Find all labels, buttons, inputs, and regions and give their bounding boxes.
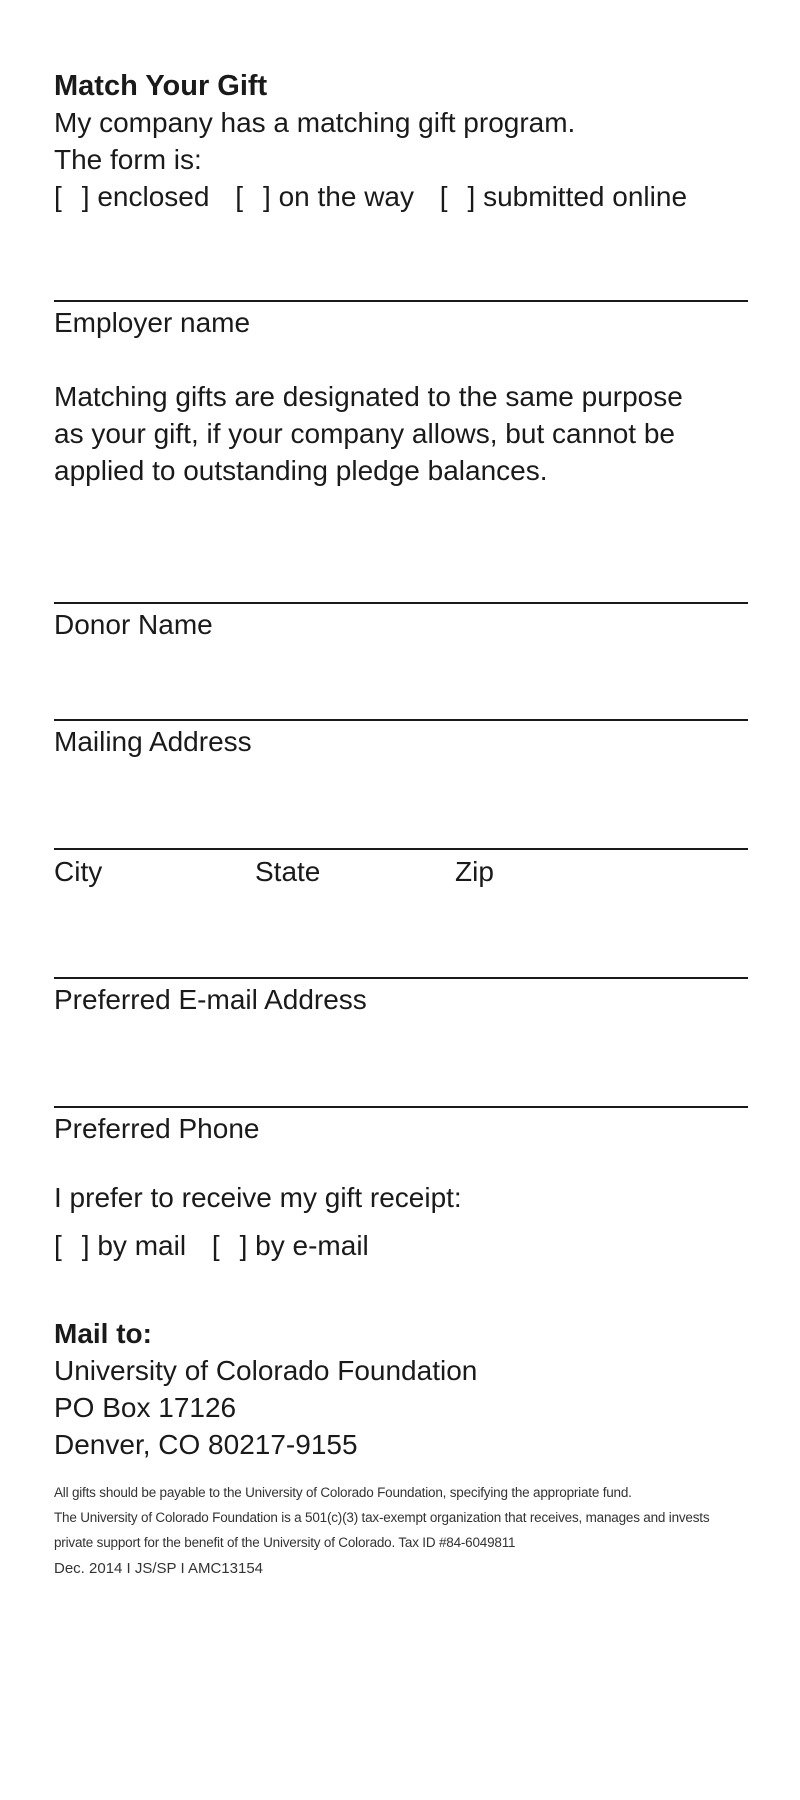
mailing-address-line[interactable] <box>54 719 748 721</box>
donor-name-label: Donor Name <box>54 609 213 640</box>
checkbox-open-bracket: [ <box>54 1230 62 1261</box>
zip-label: Zip <box>455 856 494 887</box>
form-code: Dec. 2014 I JS/SP I AMC13154 <box>54 1560 264 1577</box>
receipt-prompt: I prefer to receive my gift receipt: <box>54 1182 462 1213</box>
option-by-mail[interactable] <box>54 1227 186 1264</box>
city-label: City <box>54 856 103 887</box>
email-line[interactable] <box>54 977 748 979</box>
option-label: by mail <box>97 1230 187 1261</box>
fine-print-tax-id: private support for the benefit of the University of Colorado. Tax ID #84-6049811 <box>54 1535 516 1550</box>
fine-print-payable: All gifts should be payable to the University of Colorado Foundation, specifying the appropriate fund. <box>54 1485 632 1500</box>
note-line: Matching gifts are designated to the same purpose <box>54 381 683 412</box>
checkbox-close-bracket: ] <box>467 181 476 212</box>
city-state-zip-line[interactable] <box>54 848 748 850</box>
mail-to-po-box: PO Box 17126 <box>54 1392 237 1423</box>
phone-line[interactable] <box>54 1106 748 1108</box>
checkbox-close-bracket: ] <box>263 181 271 212</box>
option-enclosed[interactable] <box>54 178 209 215</box>
option-by-email[interactable] <box>212 1227 369 1264</box>
phone-label: Preferred Phone <box>54 1113 260 1144</box>
checkbox-close-bracket: ] <box>239 1230 248 1261</box>
checkbox-open-bracket: [ <box>235 181 243 212</box>
matching-program-statement: My company has a matching gift program. <box>54 107 576 138</box>
employer-name-label: Employer name <box>54 307 251 338</box>
mailing-address-label: Mailing Address <box>54 726 252 757</box>
note-line: applied to outstanding pledge balances. <box>54 455 548 486</box>
checkbox-open-bracket: [ <box>211 1230 220 1261</box>
option-label: on the way <box>278 181 414 212</box>
mail-to-city-line: Denver, CO 80217-9155 <box>54 1429 358 1460</box>
donor-name-line[interactable] <box>54 602 748 604</box>
form-status-prompt: The form is: <box>54 144 202 175</box>
email-label: Preferred E-mail Address <box>54 984 367 1015</box>
checkbox-open-bracket: [ <box>54 181 62 212</box>
fine-print-tax-exempt: The University of Colorado Foundation is a 501(c)(3) tax-exempt organization that receives, manages and invests <box>54 1510 710 1525</box>
mail-to-heading: Mail to: <box>54 1318 152 1349</box>
receipt-options <box>54 1227 387 1264</box>
employer-name-line[interactable] <box>54 300 748 302</box>
checkbox-open-bracket: [ <box>439 181 448 212</box>
option-label: enclosed <box>97 181 210 212</box>
reply-form <box>54 0 754 1800</box>
note-line: as your gift, if your company allows, but cannot be <box>54 418 675 449</box>
option-label: submitted online <box>483 181 688 212</box>
option-on-the-way[interactable] <box>235 178 414 215</box>
form-status-options <box>54 178 705 215</box>
checkbox-close-bracket: ] <box>81 181 90 212</box>
section-title-match-gift: Match Your Gift <box>54 70 268 102</box>
mail-to-org: University of Colorado Foundation <box>54 1355 478 1386</box>
option-label: by e-mail <box>255 1230 369 1261</box>
checkbox-close-bracket: ] <box>81 1230 90 1261</box>
matching-gift-note <box>54 378 754 489</box>
option-submitted-online[interactable] <box>440 178 687 215</box>
state-label: State <box>255 856 321 887</box>
